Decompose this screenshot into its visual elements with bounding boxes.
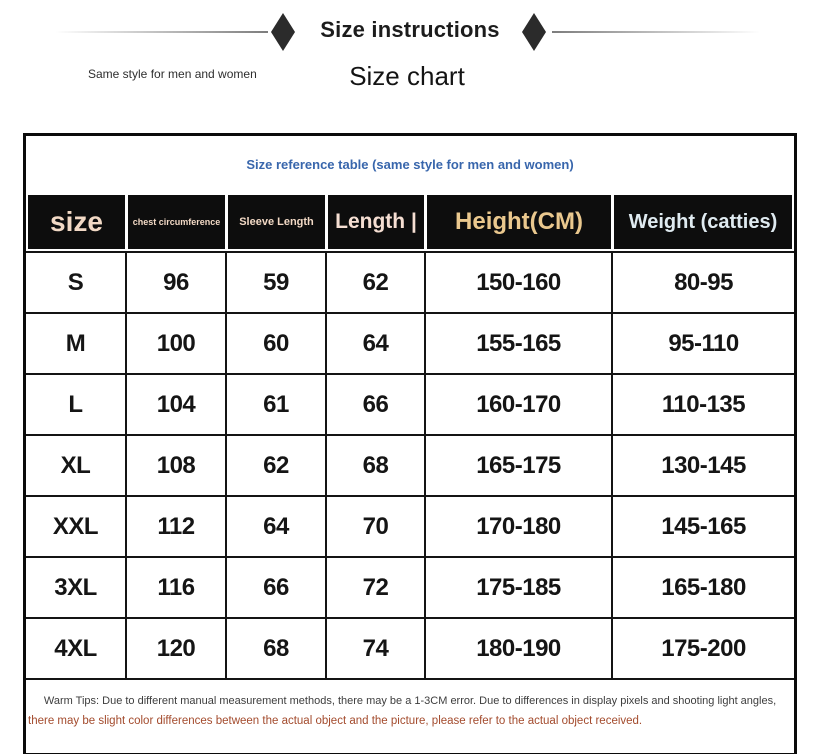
warm-tips-line1: Warm Tips: Due to different manual measurement methods, there may be a 1-3CM error. Due to differences in display pixels and shooting light angles, bbox=[43, 695, 777, 707]
table-row-3xl bbox=[26, 556, 794, 617]
cell-size: XL bbox=[26, 434, 125, 495]
table-row-s bbox=[26, 251, 794, 312]
diamond-icon bbox=[522, 13, 546, 51]
column-header-length: Length | bbox=[325, 193, 424, 251]
cell-chest: 116 bbox=[125, 556, 225, 617]
cell-chest: 108 bbox=[125, 434, 225, 495]
cell-size: XXL bbox=[26, 495, 125, 556]
table-row-m bbox=[26, 312, 794, 373]
cell-chest: 104 bbox=[125, 373, 225, 434]
diamond-icon bbox=[271, 13, 295, 51]
page-subtitle: Size chart bbox=[349, 61, 465, 91]
cell-height: 180-190 bbox=[424, 617, 611, 678]
cell-sleeve: 62 bbox=[225, 434, 325, 495]
cell-weight: 145-165 bbox=[611, 495, 794, 556]
column-header-height: Height(CM) bbox=[424, 193, 611, 251]
cell-height: 155-165 bbox=[424, 312, 611, 373]
page-title: Size instructions bbox=[320, 17, 500, 42]
cell-length: 64 bbox=[325, 312, 424, 373]
warm-tips-row bbox=[26, 678, 794, 753]
table-row-4xl bbox=[26, 617, 794, 678]
cell-weight: 175-200 bbox=[611, 617, 794, 678]
cell-chest: 96 bbox=[125, 251, 225, 312]
cell-length: 66 bbox=[325, 373, 424, 434]
table-row-xl bbox=[26, 434, 794, 495]
cell-sleeve: 59 bbox=[225, 251, 325, 312]
cell-sleeve: 66 bbox=[225, 556, 325, 617]
cell-sleeve: 68 bbox=[225, 617, 325, 678]
cell-length: 68 bbox=[325, 434, 424, 495]
column-header-weight: Weight (catties) bbox=[611, 193, 794, 251]
cell-size: S bbox=[26, 251, 125, 312]
cell-height: 165-175 bbox=[424, 434, 611, 495]
cell-weight: 80-95 bbox=[611, 251, 794, 312]
cell-sleeve: 60 bbox=[225, 312, 325, 373]
side-note: Same style for men and women bbox=[88, 67, 257, 81]
cell-weight: 165-180 bbox=[611, 556, 794, 617]
table-row-xxl bbox=[26, 495, 794, 556]
cell-sleeve: 64 bbox=[225, 495, 325, 556]
cell-weight: 95-110 bbox=[611, 312, 794, 373]
cell-length: 72 bbox=[325, 556, 424, 617]
decor-line-left bbox=[55, 31, 268, 33]
cell-length: 70 bbox=[325, 495, 424, 556]
cell-chest: 100 bbox=[125, 312, 225, 373]
cell-chest: 120 bbox=[125, 617, 225, 678]
cell-height: 175-185 bbox=[424, 556, 611, 617]
decor-line-right bbox=[552, 31, 760, 33]
cell-weight: 130-145 bbox=[611, 434, 794, 495]
cell-weight: 110-135 bbox=[611, 373, 794, 434]
size-table bbox=[23, 133, 797, 754]
cell-length: 74 bbox=[325, 617, 424, 678]
column-header-sleeve-length: Sleeve Length bbox=[225, 193, 325, 251]
column-header-size: size bbox=[26, 193, 125, 251]
warm-tips-cell bbox=[26, 678, 794, 753]
warm-tips-line2: there may be slight color differences between the actual object and the picture, please refer to the actual object received. bbox=[28, 715, 643, 727]
table-caption: Size reference table (same style for men and women) bbox=[246, 157, 574, 172]
column-header-chest-circumference: chest circumference bbox=[125, 193, 225, 251]
cell-size: L bbox=[26, 373, 125, 434]
cell-height: 150-160 bbox=[424, 251, 611, 312]
cell-size: 4XL bbox=[26, 617, 125, 678]
cell-length: 62 bbox=[325, 251, 424, 312]
table-caption-row bbox=[26, 136, 794, 193]
cell-sleeve: 61 bbox=[225, 373, 325, 434]
table-header-row bbox=[26, 193, 794, 251]
table-row-l bbox=[26, 373, 794, 434]
cell-height: 160-170 bbox=[424, 373, 611, 434]
cell-chest: 112 bbox=[125, 495, 225, 556]
cell-size: M bbox=[26, 312, 125, 373]
cell-height: 170-180 bbox=[424, 495, 611, 556]
cell-size: 3XL bbox=[26, 556, 125, 617]
